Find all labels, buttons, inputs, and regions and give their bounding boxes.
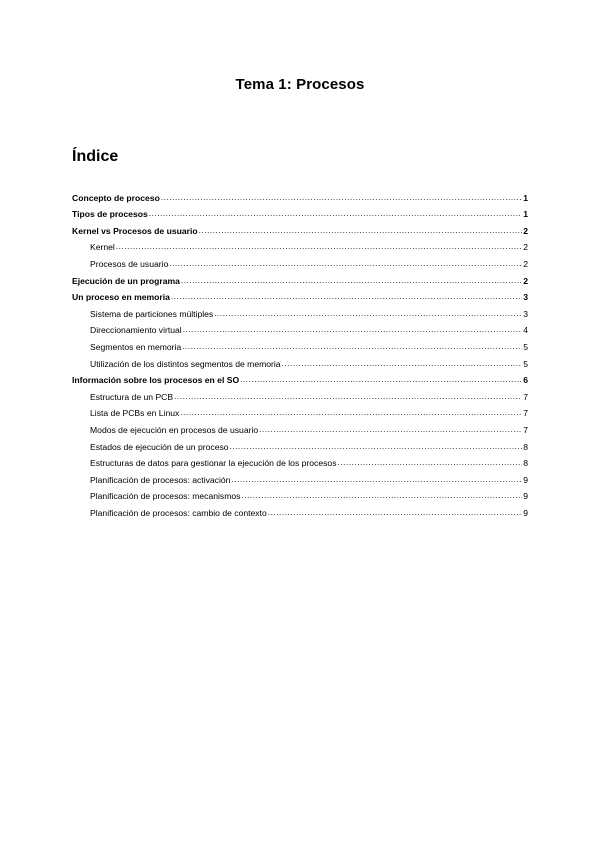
toc-page-number: 2	[523, 275, 528, 286]
toc-entry-title[interactable]: Direccionamiento virtual	[90, 325, 182, 336]
toc-dot-leader	[259, 425, 522, 435]
toc-entry-title[interactable]: Tipos de procesos	[72, 209, 148, 220]
toc-page-number: 8	[523, 441, 528, 452]
toc-entry[interactable]	[72, 435, 528, 452]
toc-entry-title[interactable]: Planificación de procesos: mecanismos	[90, 491, 241, 502]
toc-page-number: 3	[523, 292, 528, 303]
document-title: Tema 1: Procesos	[235, 76, 365, 93]
toc-entry-title[interactable]: Estructura de un PCB	[90, 391, 174, 402]
toc-page-number: 6	[523, 375, 528, 386]
toc-entry[interactable]	[72, 269, 528, 286]
toc-entry-title[interactable]: Estructuras de datos para gestionar la ejecución de los procesos	[90, 458, 337, 469]
toc-entry[interactable]	[72, 352, 528, 369]
toc-entry[interactable]	[72, 203, 528, 220]
toc-entry-title[interactable]: Utilización de los distintos segmentos de memoria	[90, 358, 281, 369]
toc-entry[interactable]	[72, 369, 528, 386]
toc-entry[interactable]	[72, 501, 528, 518]
toc-page-number: 9	[523, 474, 528, 485]
toc-entry-title[interactable]: Modos de ejecución en procesos de usuario	[90, 424, 259, 435]
toc-entry[interactable]	[72, 335, 528, 352]
toc-entry-title[interactable]: Concepto de proceso	[72, 192, 160, 203]
toc-entry-title[interactable]: Kernel vs Procesos de usuario	[72, 225, 198, 236]
toc-page-number: 7	[523, 424, 528, 435]
toc-dot-leader	[116, 242, 522, 252]
toc-dot-leader	[149, 209, 522, 219]
toc-page-number: 9	[523, 507, 528, 518]
toc-dot-leader	[180, 408, 522, 418]
toc-entry-title[interactable]: Un proceso en memoria	[72, 292, 170, 303]
toc-entry[interactable]	[72, 485, 528, 502]
toc-entry-title[interactable]: Ejecución de un programa	[72, 275, 180, 286]
toc-page-number: 1	[523, 192, 528, 203]
toc-entry[interactable]	[72, 319, 528, 336]
toc-entry-title[interactable]: Planificación de procesos: activación	[90, 474, 231, 485]
toc-page-number: 2	[523, 242, 528, 253]
toc-page-number: 4	[523, 325, 528, 336]
toc-entry-title[interactable]: Estados de ejecución de un proceso	[90, 441, 229, 452]
toc-entry-title[interactable]: Planificación de procesos: cambio de contexto	[90, 507, 267, 518]
toc-entry-title[interactable]: Información sobre los procesos en el SO	[72, 375, 240, 386]
table-of-contents	[72, 186, 528, 518]
toc-dot-leader	[231, 475, 522, 485]
toc-dot-leader	[183, 325, 523, 335]
toc-dot-leader	[338, 458, 523, 468]
toc-entry-title[interactable]: Procesos de usuario	[90, 258, 169, 269]
toc-page-number: 9	[523, 491, 528, 502]
toc-dot-leader	[174, 392, 522, 402]
toc-page-number: 2	[523, 258, 528, 269]
toc-entry[interactable]	[72, 252, 528, 269]
toc-page-number: 8	[523, 458, 528, 469]
toc-dot-leader	[161, 193, 522, 203]
toc-page-number: 2	[523, 225, 528, 236]
index-heading: Índice	[72, 148, 119, 165]
toc-dot-leader	[181, 276, 522, 286]
toc-entry[interactable]	[72, 468, 528, 485]
toc-dot-leader	[268, 508, 522, 518]
toc-dot-leader	[282, 359, 523, 369]
toc-dot-leader	[171, 292, 522, 302]
toc-entry[interactable]	[72, 186, 528, 203]
toc-dot-leader	[214, 309, 522, 319]
toc-page-number: 7	[523, 408, 528, 419]
toc-entry[interactable]	[72, 452, 528, 469]
toc-entry[interactable]	[72, 402, 528, 419]
toc-dot-leader	[241, 491, 522, 501]
toc-page-number: 1	[523, 209, 528, 220]
toc-entry-title[interactable]: Lista de PCBs en Linux	[90, 408, 180, 419]
toc-entry[interactable]	[72, 286, 528, 303]
toc-dot-leader	[169, 259, 522, 269]
toc-entry[interactable]	[72, 236, 528, 253]
toc-page-number: 5	[523, 358, 528, 369]
toc-entry-title[interactable]: Sistema de particiones múltiples	[90, 308, 214, 319]
toc-page-number: 7	[523, 391, 528, 402]
toc-dot-leader	[230, 442, 523, 452]
toc-page-number: 5	[523, 341, 528, 352]
toc-page-number: 3	[523, 308, 528, 319]
toc-entry-title[interactable]: Segmentos en memoria	[90, 341, 182, 352]
toc-entry[interactable]	[72, 302, 528, 319]
toc-dot-leader	[182, 342, 522, 352]
toc-dot-leader	[199, 226, 523, 236]
toc-entry-title[interactable]: Kernel	[90, 242, 115, 253]
toc-dot-leader	[240, 375, 522, 385]
toc-entry[interactable]	[72, 385, 528, 402]
toc-entry[interactable]	[72, 219, 528, 236]
toc-entry[interactable]	[72, 418, 528, 435]
